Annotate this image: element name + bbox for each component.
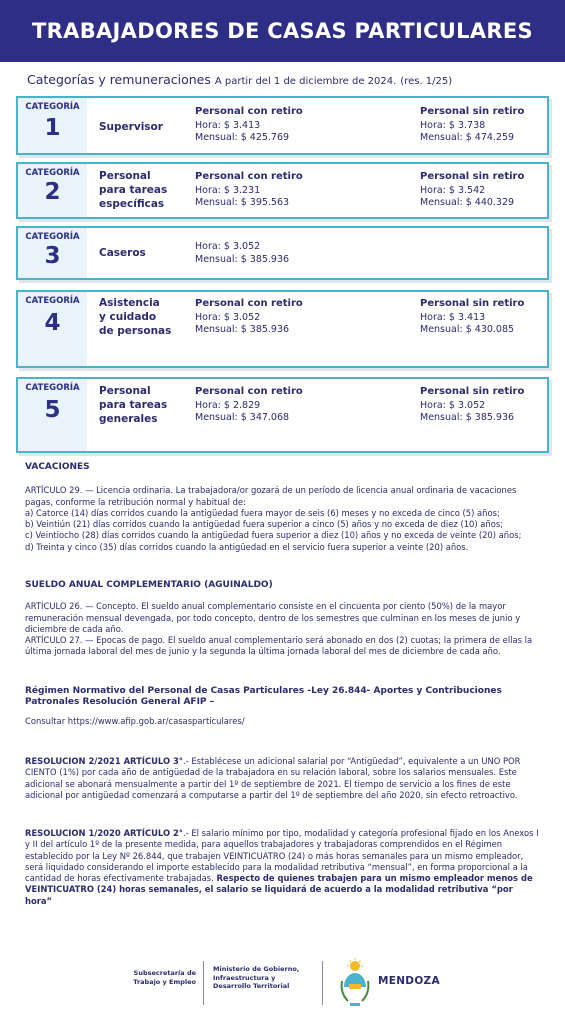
page-header <box>0 0 565 62</box>
province-name: MENDOZA <box>378 975 440 987</box>
category-label: CATEGORÍA <box>25 102 80 112</box>
articulo-26: ARTÍCULO 26. — Concepto. El sueldo anual complementario consiste en el cincuenta por ciento (50%) de la mayor remuneración mensual devengada, por todo concepto, dentro de los semestres que culminan en los meses de junio y diciembre de cada año. <box>25 601 521 634</box>
sin-retiro-column <box>420 106 524 145</box>
con-retiro-column <box>195 106 303 145</box>
con-retiro-hora: Hora: $ 3.413 <box>195 119 261 131</box>
category-number: 4 <box>44 310 61 336</box>
category-label: CATEGORÍA <box>25 296 80 306</box>
con-retiro-mensual: Mensual: $ 425.769 <box>195 132 290 143</box>
category-number: 5 <box>44 397 61 423</box>
category-4-card <box>16 290 549 368</box>
regimen-section <box>25 686 539 727</box>
footer-divider <box>203 961 204 1005</box>
vacaciones-item: c) Veintiocho (28) días corridos cuando la antigüedad fuera superior a diez (10) años y no exceda de veinte (20) años; <box>25 530 522 541</box>
resolucion-2020-text: .- El salario mínimo por tipo, modalidad y categoría profesional fijado en los Anexos I y II del artículo 1º de la presente medida, para aquellos trabajadores y trabajadoras comprendidos en el Régimen establecido por la Ley Nº 26.844, que trabajen VEINTICUATRO (24) o más horas semanales para un mismo empleador, será liquidado considerando el importe establecido para la modalidad retributiva “mensual”, en forma proporcional a la cantidad de horas efectivamente trabajadas. <box>25 828 539 884</box>
con-retiro-mensual: Mensual: $ 385.936 <box>195 324 290 335</box>
category-number: 3 <box>44 243 61 269</box>
resolucion-2021-title: RESOLUCION 2/2021 ARTÍCULO 3° <box>25 756 183 766</box>
sin-retiro-hora: Hora: $ 3.052 <box>420 399 486 411</box>
con-retiro-head: Personal con retiro <box>195 298 303 309</box>
category-name: Asistencia y cuidado de personas <box>99 297 172 337</box>
sin-retiro-hora: Hora: $ 3.738 <box>420 119 486 131</box>
category-3-card <box>16 226 549 280</box>
con-retiro-mensual: Mensual: $ 347.068 <box>195 412 290 423</box>
category-5-card <box>16 377 549 453</box>
sin-retiro-head: Personal sin retiro <box>420 298 525 309</box>
category-label: CATEGORÍA <box>25 383 80 393</box>
con-retiro-hora: Hora: $ 3.231 <box>195 184 261 196</box>
category-name: Caseros <box>99 247 146 259</box>
vacaciones-intro: ARTÍCULO 29. — Licencia ordinaria. La trabajadora/or gozará de un período de licencia anual ordinaria de vacaciones pagas, conforme la retribución normal y habitual de: <box>25 485 517 507</box>
single-hora: Hora: $ 3.052 <box>195 241 261 252</box>
regimen-title: Régimen Normativo del Personal de Casas Particulares -Ley 26.844- Aportes y Contribuciones Patronales Resolución General AFIP – <box>25 686 502 708</box>
subtitle-main: Categorías y remuneraciones <box>27 72 211 87</box>
sin-retiro-column <box>420 386 524 425</box>
category-number: 1 <box>44 115 61 141</box>
footer-divider <box>322 961 323 1005</box>
subtitle-res: (res. 1/25) <box>400 76 453 87</box>
category-1-card <box>16 96 549 155</box>
sin-retiro-column <box>420 171 524 210</box>
con-retiro-column <box>195 171 303 210</box>
single-mensual: Mensual: $ 385.936 <box>195 253 290 265</box>
page-title: TRABAJADORES DE CASAS PARTICULARES <box>32 19 533 43</box>
sin-retiro-mensual: Mensual: $ 440.329 <box>420 197 515 208</box>
category-name: Supervisor <box>99 121 163 133</box>
sin-retiro-column <box>420 298 524 337</box>
category-label: CATEGORÍA <box>25 168 80 178</box>
con-retiro-column <box>195 298 303 337</box>
category-name: Personal para tareas generales <box>99 385 168 425</box>
aguinaldo-title: SUELDO ANUAL COMPLEMENTARIO (AGUINALDO) <box>25 580 273 590</box>
vacaciones-item: d) Treinta y cinco (35) días corridos cuando la antigüedad en el servicio fuera superior a veinte (20) años. <box>25 541 469 552</box>
vacaciones-section <box>25 462 539 553</box>
con-retiro-mensual: Mensual: $ 395.563 <box>195 197 290 208</box>
resolucion-2020-bold-text: Respecto de quienes trabajen para un mismo empleador menos de VEINTICUATRO (24) horas semanales, el salario se liquidará de acuerdo a la modalidad retributiva “por hora” <box>25 873 533 906</box>
con-retiro-head: Personal con retiro <box>195 171 303 182</box>
con-retiro-hora: Hora: $ 3.052 <box>195 311 261 323</box>
category-label: CATEGORÍA <box>25 232 80 242</box>
page-footer <box>0 955 565 1015</box>
afip-link[interactable]: Consultar https://www.afip.gob.ar/casasparticulares/ <box>25 715 245 726</box>
sin-retiro-mensual: Mensual: $ 430.085 <box>420 324 515 335</box>
con-retiro-head: Personal con retiro <box>195 106 303 117</box>
vacaciones-title: VACACIONES <box>25 462 90 472</box>
subtitle-date: A partir del 1 de diciembre de 2024. <box>214 76 397 87</box>
con-retiro-head: Personal con retiro <box>195 386 303 397</box>
sin-retiro-mensual: Mensual: $ 474.259 <box>420 132 515 143</box>
sin-retiro-hora: Hora: $ 3.542 <box>420 184 486 196</box>
articulo-27: ARTÍCULO 27. — Epocas de pago. El sueldo anual complementario será abonado en dos (2) cuotas; la primera de ellas la última jornada laboral del mes de junio y la segunda la última jornada laboral del mes de diciembre de cada año. <box>25 635 533 657</box>
category-2-card <box>16 162 549 219</box>
subsecretaria-label: Subsecretaría de Trabajo y Empleo <box>133 969 196 986</box>
vacaciones-item: b) Veintiún (21) días corridos cuando la antigüedad fuera superior a cinco (5) años y no exceda de diez (10) años; <box>25 519 504 530</box>
subtitle <box>27 72 452 87</box>
sin-retiro-head: Personal sin retiro <box>420 106 525 117</box>
sin-retiro-mensual: Mensual: $ 385.936 <box>420 412 515 423</box>
resolucion-2021-text: .- Establécese un adicional salarial por “Antigüedad”, equivalente a un UNO POR CIENTO (1%) por cada año de antigüedad de la trabajadora en su relación laboral, sobre los salarios mensuales. Este adicional se abonará mensualmente a partir del 1º de septiembre de 2021. El tiempo de servicio a los fines de este adicional por antigüedad comenzará a computarse a partir del 1º de septiembre del año 2020, sin efecto retroactivo. <box>25 756 521 800</box>
resolucion-2021-section <box>25 756 539 801</box>
category-number: 2 <box>44 179 61 205</box>
sin-retiro-head: Personal sin retiro <box>420 386 525 397</box>
resolucion-2020-section <box>25 828 539 907</box>
mendoza-coat-of-arms-icon <box>338 957 372 1009</box>
aguinaldo-section <box>25 580 539 658</box>
resolucion-2020-title: RESOLUCION 1/2020 ARTÍCULO 2° <box>25 828 183 838</box>
sin-retiro-hora: Hora: $ 3.413 <box>420 311 486 323</box>
con-retiro-column <box>195 386 303 425</box>
category-name: Personal para tareas específicas <box>99 170 168 210</box>
ministerio-label: Ministerio de Gobierno, Infraestructura y Desarrollo Territorial <box>213 965 300 990</box>
single-column <box>195 241 289 266</box>
con-retiro-hora: Hora: $ 2.829 <box>195 399 261 411</box>
sin-retiro-head: Personal sin retiro <box>420 171 525 182</box>
vacaciones-item: a) Catorce (14) días corridos cuando la antigüedad fuera mayor de seis (6) meses y no exceda de cinco (5) años; <box>25 507 500 518</box>
